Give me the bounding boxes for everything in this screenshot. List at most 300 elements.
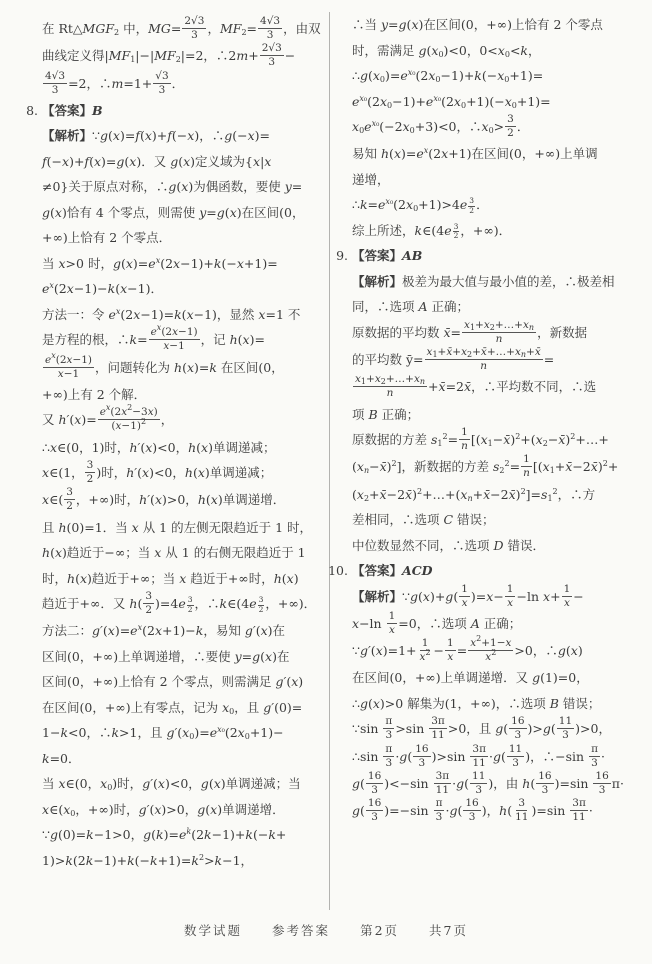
subscript: 2 (380, 377, 386, 387)
math-line (42, 200, 342, 226)
question-number: 10. (328, 563, 348, 578)
math-text: 【解析】∵g(x)=f(x)+f(−x)，∴g(−x)= (42, 128, 270, 144)
math-text: − (573, 588, 584, 604)
math-line (42, 566, 342, 592)
math-text: ，新数据 (537, 324, 588, 340)
math-text: 区间(0，+∞)上单调递增，∴要使 y=g(x)在 (42, 648, 290, 664)
subscript: 1 (360, 377, 367, 387)
subscript: 1 (469, 322, 476, 332)
label-bracket: 【答案】 (352, 248, 403, 264)
fraction: $\frac{x_1+x_2+\dots+x_n}{n}$ (355, 373, 426, 400)
math-text: = (543, 352, 555, 368)
math-text: $\therefore k=e^{x_0}(2x_0+1)>4e$ (352, 197, 468, 214)
fraction: $\frac{11}{3}$ (508, 742, 523, 769)
math-text: x∈(1， (42, 465, 84, 481)
math-text: 且 h(0)=1．当 x 从 1 的左侧无限趋近于 1 时， (42, 519, 312, 535)
subscript: 0 (229, 706, 235, 716)
math-line (352, 12, 646, 38)
math-text: ·g( (452, 775, 470, 791)
math-line (42, 323, 342, 354)
subscript: n (419, 377, 426, 387)
subscript: 0 (387, 100, 393, 110)
math-text: )=sin (531, 803, 566, 819)
subscript: 0 (413, 204, 419, 214)
math-text: >0，且 g( (447, 721, 509, 737)
math-text: ，由双 (283, 21, 321, 37)
math-line (352, 320, 646, 347)
math-text: 在区间(0，+∞)上单调递增．又 g(1)=0， (352, 670, 589, 686)
superscript: 2 (515, 432, 521, 442)
fraction: $\frac{\pi}{3}$ (591, 742, 598, 769)
math-line (352, 771, 646, 798)
math-text: 同，∴选项 A 正确； (352, 299, 469, 315)
math-text: 当 x∈(0，$x_0$)时，g′(x)<0，g(x)单调递减；当 (42, 776, 301, 793)
column-divider (329, 12, 330, 910)
fraction: $\frac{16}{3}$ (367, 797, 382, 824)
subscript: 2 (114, 28, 120, 38)
math-text: 曲线定义得$|MF_1|-|MF_2|=2$，∴2m+ (42, 48, 259, 65)
math-line (42, 71, 342, 98)
fraction: $\frac{16}{3}$ (538, 769, 552, 796)
math-text: )，∴−sin (525, 748, 585, 764)
fraction: $\frac{\pi}{3}$ (385, 742, 393, 769)
superscript: 2 (476, 634, 482, 643)
superscript: 2 (416, 486, 423, 496)
math-line (42, 644, 342, 670)
question-number: 9. (336, 248, 348, 264)
superscript: x (105, 403, 111, 413)
math-text: )时，h′(x)<0，h(x)单调递减； (96, 465, 273, 481)
math-text: 时，h(x)趋近于+∞；当 x 趋近于+∞时，h(x) (42, 570, 299, 586)
superscript: x (423, 146, 429, 156)
math-line (42, 403, 342, 434)
superscript: x₀ (217, 725, 225, 735)
math-line (352, 482, 646, 508)
superscript-fraction: $\frac{3}{2}$ (187, 595, 193, 614)
fraction: $\frac{\pi}{3}$ (385, 715, 393, 742)
subscript: 0 (244, 732, 250, 742)
math-text: >0，∴g(x) (514, 643, 583, 659)
superscript: x (137, 623, 143, 633)
math-line (352, 347, 646, 374)
math-line (42, 435, 342, 461)
math-line (42, 251, 342, 277)
superscript: x (51, 350, 56, 360)
math-line (42, 669, 342, 695)
math-text: 【解析】∵g(x)+g( (352, 588, 459, 604)
math-text: 递增， (352, 171, 390, 187)
math-text: ∴g(x)>0 解集为(1，+∞)，∴选项 B 错误； (352, 695, 601, 711)
superscript: 2 (442, 432, 448, 442)
math-text: [$(x_1+x̄-2x̄)^2+$ (532, 459, 619, 476)
math-text: ≠0}关于原点对称，∴g(x)为偶函数，要使 y= (42, 179, 303, 195)
fraction: $\frac{3}{2}$ (66, 486, 73, 513)
fraction: $\frac{3\pi}{11}$ (572, 797, 586, 824)
math-text: ，$MF_2=$ (207, 21, 258, 38)
superscript: 2 (504, 459, 510, 469)
math-line (352, 269, 646, 295)
math-text: π· (611, 775, 624, 791)
right-column (328, 12, 646, 825)
math-text: ∴sin (352, 748, 379, 764)
math-line (42, 822, 342, 848)
superscript: 2 (140, 417, 147, 427)
fraction: $\frac{2√3}{3}$ (261, 42, 282, 69)
math-text: 差相同，∴选项 C 错误； (352, 512, 495, 527)
math-line (352, 533, 646, 559)
superscript: x₀ (371, 119, 380, 129)
subscript: 0 (438, 49, 444, 59)
superscript: x₀ (433, 93, 442, 103)
math-text: ，+∞)． (460, 222, 512, 238)
math-line (352, 374, 646, 401)
math-text: = (456, 643, 468, 659)
subscript: 1 (487, 439, 493, 449)
fraction: $\frac{e^x(2x-1)}{x-1}$ (150, 323, 198, 353)
math-line (42, 174, 342, 200)
superscript: x₀ (385, 197, 394, 207)
fraction: $\frac{1}{x}$ (461, 582, 468, 609)
math-line (42, 302, 342, 328)
math-line (352, 114, 646, 141)
math-line (42, 591, 342, 618)
math-line (352, 744, 646, 771)
math-text: 原数据的平均数 x̄= (352, 324, 462, 340)
fraction: $\frac{1}{x^2}$ (419, 637, 431, 664)
math-text: 在 $Rt\triangle MGF_2$ 中，MG= (42, 21, 182, 38)
subscript: n (528, 322, 535, 332)
math-text: 区间(0，+∞)上恰有 2 个零点，则需满足 g′(x) (42, 674, 304, 690)
fraction: $\frac{3\pi}{11}$ (472, 742, 486, 769)
fraction: $\frac{1}{x}$ (447, 637, 454, 664)
math-text: $e^x(2x-1)-k(x-1)$． (42, 281, 163, 297)
fraction: $\frac{√3}{3}$ (155, 69, 169, 96)
math-line (26, 98, 342, 124)
fraction: $\frac{x^2+1-x}{x^2}$ (470, 634, 512, 664)
math-text: $x_0e^{x_0}(-2x_0+3)<0$，$\therefore x_0>$ (352, 119, 505, 136)
math-line (352, 141, 646, 167)
subscript: 0 (460, 100, 467, 110)
math-line (42, 515, 342, 541)
superscript: 2 (552, 486, 558, 496)
math-text: ·g( (395, 748, 413, 764)
superscript-fraction: $\frac{3}{2}$ (453, 221, 459, 241)
left-column (26, 15, 342, 873)
footer-doc-title: 数学试题 (184, 923, 243, 938)
math-text: ． (516, 119, 530, 135)
math-text: $x\in(x_0$，+∞)时，g′(x)>0，g(x)单调递增． (42, 801, 285, 818)
math-line (42, 276, 342, 302)
subscript: 1 (549, 466, 555, 476)
math-text: ， (160, 412, 174, 428)
math-line (352, 38, 646, 64)
math-line (352, 665, 646, 691)
subscript: 2 (175, 55, 181, 65)
math-text: )>0， (575, 721, 611, 737)
math-line (352, 192, 646, 218)
math-text: =2，∴m=1+ (68, 75, 153, 91)
footer-section: 参考答案 (272, 923, 331, 938)
math-text: 在区间(0，+∞)上有零点，记为 $x_0$，且 g′(0)= (42, 699, 303, 716)
math-line (42, 225, 342, 251)
subscript: 0 (488, 126, 494, 136)
superscript: x (156, 323, 162, 333)
math-text: 【答案】AB (352, 248, 423, 264)
math-text: 趋近于+∞．又 h( (42, 596, 143, 612)
superscript: k (186, 827, 192, 837)
math-text: 综上所述，k∈(4e (352, 222, 452, 238)
math-line (352, 167, 646, 193)
subscript: 2 (499, 466, 505, 476)
fraction: $\frac{x_1+x_2+\dots+x_n}{n}$ (464, 318, 535, 345)
subscript: n (467, 493, 473, 503)
math-text: ，+∞)时，h′(x)>0，h(x)单调递增． (75, 492, 286, 508)
subscript: 2 (542, 439, 548, 449)
superscript: 2 (391, 459, 397, 469)
math-line (336, 243, 646, 269)
math-line (42, 746, 342, 772)
math-text: 【解析】极差为最大值与最小值的差，∴极差相 (352, 273, 615, 289)
math-line (352, 454, 646, 481)
math-text: x∈( (42, 492, 64, 508)
subscript: 0 (70, 808, 76, 818)
math-text: $\therefore g(x_0)=e^{x_0}(2x_0-1)+k(-x_0+1)=$ (352, 68, 544, 84)
math-line (42, 695, 342, 721)
math-text: 项 B 正确； (352, 406, 420, 422)
fraction: $\frac{3}{2}$ (507, 113, 514, 140)
math-text: ∴当 y=g(x)在区间(0，+∞)上恰有 2 个零点 (352, 17, 603, 32)
math-text: $(x_n-x̄)^2$]，新数据的方差 $s_2^2=$ (352, 459, 521, 476)
math-line (42, 720, 342, 746)
fraction: $\frac{3}{11}$ (515, 797, 529, 824)
math-line (42, 848, 342, 874)
math-text: 时，需满足 $g(x_0)<0$，$0<x_0<k$， (352, 42, 541, 59)
superscript: 2 (570, 432, 576, 442)
math-text: )，h( (481, 803, 513, 819)
superscript-fraction: $\frac{3}{2}$ (258, 595, 264, 614)
superscript: x (49, 281, 54, 291)
subscript: 0 (409, 126, 415, 136)
math-text: − (284, 48, 296, 64)
math-text: $e^{x_0}(2x_0-1)+e^{x_0}(2x_0+1)(-x_0+1)=$ (352, 93, 551, 110)
math-text: 易知 $h(x)=e^x(2x+1)$在区间(0，+∞)上单调 (352, 146, 598, 162)
math-text: +∞)上恰有 2 个零点． (42, 230, 172, 246)
superscript: 2 (198, 852, 205, 862)
superscript: 2 (602, 459, 608, 469)
math-text: +x̄=2x̄，∴平均数不同，∴选 (428, 379, 597, 395)
fraction: $\frac{e^x(2x-1)}{x-1}$ (45, 350, 93, 380)
subscript: n (520, 350, 527, 359)
question-number: 8. (26, 102, 38, 118)
fraction: $\frac{16}{3}$ (465, 797, 479, 824)
math-line (42, 350, 342, 382)
math-text: · (588, 803, 593, 819)
math-text: )=sin (554, 775, 589, 791)
math-text: 的平均数 ȳ= (352, 352, 424, 368)
math-text: ． (171, 75, 185, 91)
math-line (352, 89, 646, 115)
math-text: )<−sin (384, 775, 429, 791)
subscript: 0 (504, 49, 510, 59)
math-line (42, 487, 342, 514)
fraction: $\frac{1}{n}$ (461, 426, 468, 453)
math-text: ，问题转化为 h(x)=k 在区间(0， (95, 359, 284, 375)
math-line (352, 611, 646, 638)
math-text: −ln x+ (516, 588, 561, 604)
fraction: $\frac{1}{n}$ (523, 453, 530, 480)
math-line (352, 402, 646, 428)
math-text: ，记 h(x)= (200, 332, 265, 348)
label-bracket: 【解析】 (352, 273, 403, 289)
subscript: 0 (511, 100, 517, 110)
math-line (42, 540, 342, 566)
subscript: 1 (130, 55, 136, 65)
math-text: ，+∞)． (265, 596, 317, 612)
math-line (328, 558, 646, 584)
math-text: ·g( (445, 803, 463, 819)
page-footer (0, 921, 652, 939)
fraction: $\frac{1}{x}$ (506, 582, 514, 609)
fraction: $\frac{1}{x}$ (388, 609, 396, 636)
math-line (352, 584, 646, 611)
superscript: x₀ (359, 93, 368, 103)
math-line (352, 294, 646, 320)
fraction: $\frac{\pi}{3}$ (435, 797, 443, 824)
math-text: 方法一：令 $e^x(2x-1)=k(x-1)$，显然 x=1 不 (42, 306, 301, 322)
subscript: 1 (437, 439, 443, 449)
math-text: )>g( (527, 721, 556, 737)
math-line (352, 427, 646, 454)
label-bracket: 【答案】 (352, 563, 403, 578)
math-text: g( (352, 803, 365, 819)
math-text: f(−x)+f(x)=g(x)．又 g(x)定义域为{x|x (42, 153, 272, 169)
fraction: $\frac{e^x(2x^2-3x)}{(x-1)^2}$ (99, 403, 158, 433)
fraction: $\frac{11}{3}$ (472, 769, 486, 796)
math-line (42, 771, 342, 797)
fraction: $\frac{2√3}{3}$ (184, 15, 205, 42)
math-text: ∵g′(x)=1+ (352, 643, 417, 659)
math-text: 是方程的根，∴k= (42, 332, 148, 348)
math-text: 【答案】B (42, 102, 103, 118)
math-line (42, 460, 342, 487)
math-line (352, 716, 646, 743)
subscript: 0 (189, 732, 195, 742)
subscript: 2 (241, 28, 247, 38)
fraction: $\frac{16}{3}$ (367, 769, 382, 796)
math-line (352, 63, 646, 89)
math-text: x−ln (352, 615, 382, 631)
math-text: 中位数显然不同，∴选项 D 错误． (352, 537, 545, 553)
math-text: · (600, 748, 605, 764)
fraction: $\frac{3}{2}$ (145, 590, 153, 617)
math-text: − (433, 643, 445, 659)
math-text: 方法二：$g'(x)=e^x(2x+1)-k$，易知 g′(x)在 (42, 623, 286, 639)
superscript: 2 (127, 403, 133, 413)
fraction: $\frac{3\pi}{11}$ (431, 715, 445, 742)
math-text: )，由 h( (488, 775, 536, 791)
subscript: 2 (489, 322, 495, 332)
math-text: ，∴k∈(4e (194, 596, 257, 612)
math-line (352, 218, 646, 244)
math-line (352, 798, 646, 825)
math-text: =0，∴选项 A 正确； (398, 615, 522, 631)
math-text: h(x)趋近于−∞；当 x 从 1 的右侧无限趋近于 1 (42, 545, 306, 560)
footer-pages-total: 共7页 (429, 923, 468, 938)
fraction: $\frac{16}{3}$ (415, 742, 429, 769)
math-text: ． (476, 197, 489, 213)
math-text: $(x_2+x̄-2x̄)^2+\dots+(x_n+x̄-2x̄)^2]=s_1^2$，∴方 (352, 486, 596, 503)
math-line (352, 634, 646, 665)
fraction: $\frac{11}{3}$ (558, 715, 573, 742)
math-line (42, 16, 342, 43)
math-text: 【答案】ACD (352, 563, 433, 578)
subscript: 0 (504, 75, 510, 84)
label-bracket: 【解析】 (352, 588, 403, 604)
subscript: n (363, 466, 370, 476)
math-line (42, 123, 342, 149)
math-text: ∵sin (352, 721, 379, 737)
fraction: $\frac{4√3}{3}$ (260, 15, 281, 42)
fraction: $\frac{16}{3}$ (595, 769, 609, 796)
math-text: [$(x_1-x̄)^2+(x_2-x̄)^2+\dots+$ (470, 432, 609, 449)
math-line (352, 691, 646, 717)
math-text: 1−k<0，∴k>1，且 $g'(x_0)=e^{x_0}(2x_0+1)-$ (42, 725, 284, 742)
math-text: )=−sin (384, 803, 429, 819)
math-line (42, 382, 342, 408)
superscript: x₀ (407, 68, 416, 77)
math-line (42, 43, 342, 70)
subscript: 0 (379, 75, 386, 84)
superscript: x (115, 306, 121, 316)
fraction: $\frac{x_1+x̄+x_2+x̄+\dots+x_n+x̄}{n}$ (426, 346, 541, 373)
math-text: k=0． (42, 750, 81, 766)
fraction: $\frac{4√3}{3}$ (45, 69, 66, 96)
math-text: 又 h′(x)= (42, 412, 97, 428)
math-text: g( (352, 775, 365, 791)
superscript: 2 (491, 648, 497, 658)
superscript: 2 (520, 486, 526, 496)
math-text: ∵g(0)=k−1>0，$g(k)=e^k(2k-1)+k(-k+$ (42, 827, 287, 843)
math-text: 当 x>0 时，$g(x)=e^x(2x-1)+k(-x+1)=$ (42, 255, 278, 271)
math-line (42, 797, 342, 823)
subscript: 1 (547, 493, 553, 503)
subscript: 0 (435, 75, 441, 84)
superscript: x (155, 255, 161, 265)
subscript: 1 (432, 350, 438, 359)
fraction: $\frac{3}{2}$ (86, 459, 94, 486)
math-line (42, 149, 342, 175)
math-line (352, 507, 646, 533)
math-text: g(x)恰有 4 个零点，则需使 y=g(x)在区间(0， (42, 204, 305, 220)
math-text: +∞)上有 2 个解． (42, 386, 147, 402)
label-bracket: 【答案】 (42, 102, 93, 118)
math-text: >sin (395, 721, 425, 737)
subscript: 2 (467, 350, 473, 359)
math-text: ·g( (488, 748, 506, 764)
math-text: )=x− (470, 588, 504, 604)
subscript: 0 (359, 126, 365, 136)
footer-page-number: 第2页 (360, 923, 400, 938)
fraction: $\frac{3\pi}{11}$ (435, 769, 450, 796)
label-bracket: 【解析】 (42, 128, 93, 144)
fraction: $\frac{16}{3}$ (511, 715, 525, 742)
math-text: )>sin (431, 748, 466, 764)
math-text: 原数据的方差 $s_1^2=$ (352, 432, 459, 449)
math-text: $1)>k(2k-1)+k(-k+1)=k^2>k-1$， (42, 852, 254, 868)
math-text: ∴x∈(0，1)时，h′(x)<0，h(x)单调递减； (42, 439, 276, 455)
math-line (42, 618, 342, 644)
math-text: )=4e (155, 596, 186, 612)
